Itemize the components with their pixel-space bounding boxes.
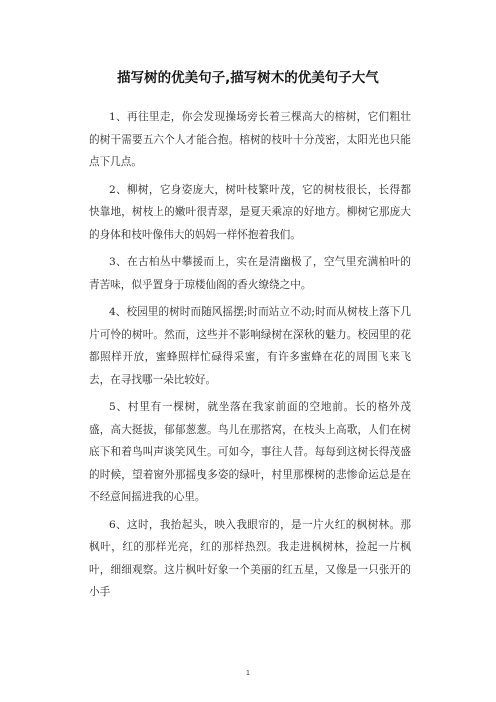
- paragraph-1: 1、再往里走，你会发现操场旁长着三棵高大的榕树，它们粗壮的树干需要五六个人才能合抱。榕树的枝叶十分茂密，太阳光也只能点下几点。: [89, 111, 411, 168]
- paragraph-4: 4、校园里的树时而随风摇摆;时而站立不动;时而从树枝上落下几片可怜的树叶。然而，这些并不影响绿树在深秋的魅力。校园里的花都照样开放，蜜蜂照样忙碌得采蜜，有许多蜜蜂在花的周围飞来飞去，在寻找哪一朵比较好。: [89, 306, 411, 386]
- paragraph-3: 3、在古柏丛中攀援而上，实在是清幽极了，空气里充满柏叶的青苦味，似乎置身于琼楼仙阁的香火缭绕之中。: [89, 256, 411, 291]
- document-title: 描写树的优美句子,描写树木的优美句子大气: [117, 70, 379, 86]
- paragraph-6: 6、这时，我抬起头，映入我眼帘的，是一片火红的枫树林。那枫叶，红的那样光亮，红的那样热烈。我走进枫树林，捡起一片枫叶，细细观察。这片枫叶好象一个美丽的红五星，又像是一只张开的小手: [89, 518, 411, 598]
- paragraph-2: 2、柳树，它身姿庞大，树叶枝繁叶茂，它的树枝很长，长得都快靠地，树枝上的嫩叶很青翠，是夏天乘凉的好地方。柳树它那庞大的身体和枝叶像伟大的妈妈一样怀抱着我们。: [89, 183, 411, 241]
- paragraph-5: 5、村里有一棵树，就坐落在我家前面的空地前。长的格外茂盛，高大挺拔，郁郁葱葱。鸟儿在那搭窝，在枝头上高歌，人们在树底下和着鸟叫声谈笑风生。可如今，事往人昔。每每到这树长得茂盛的时候，望着窗外那摇曳多姿的绿叶，村里那棵树的悲惨命运总是在不经意间摇进我的心里。: [89, 401, 411, 503]
- page-number: 1: [246, 670, 250, 677]
- document-body: [89, 106, 411, 609]
